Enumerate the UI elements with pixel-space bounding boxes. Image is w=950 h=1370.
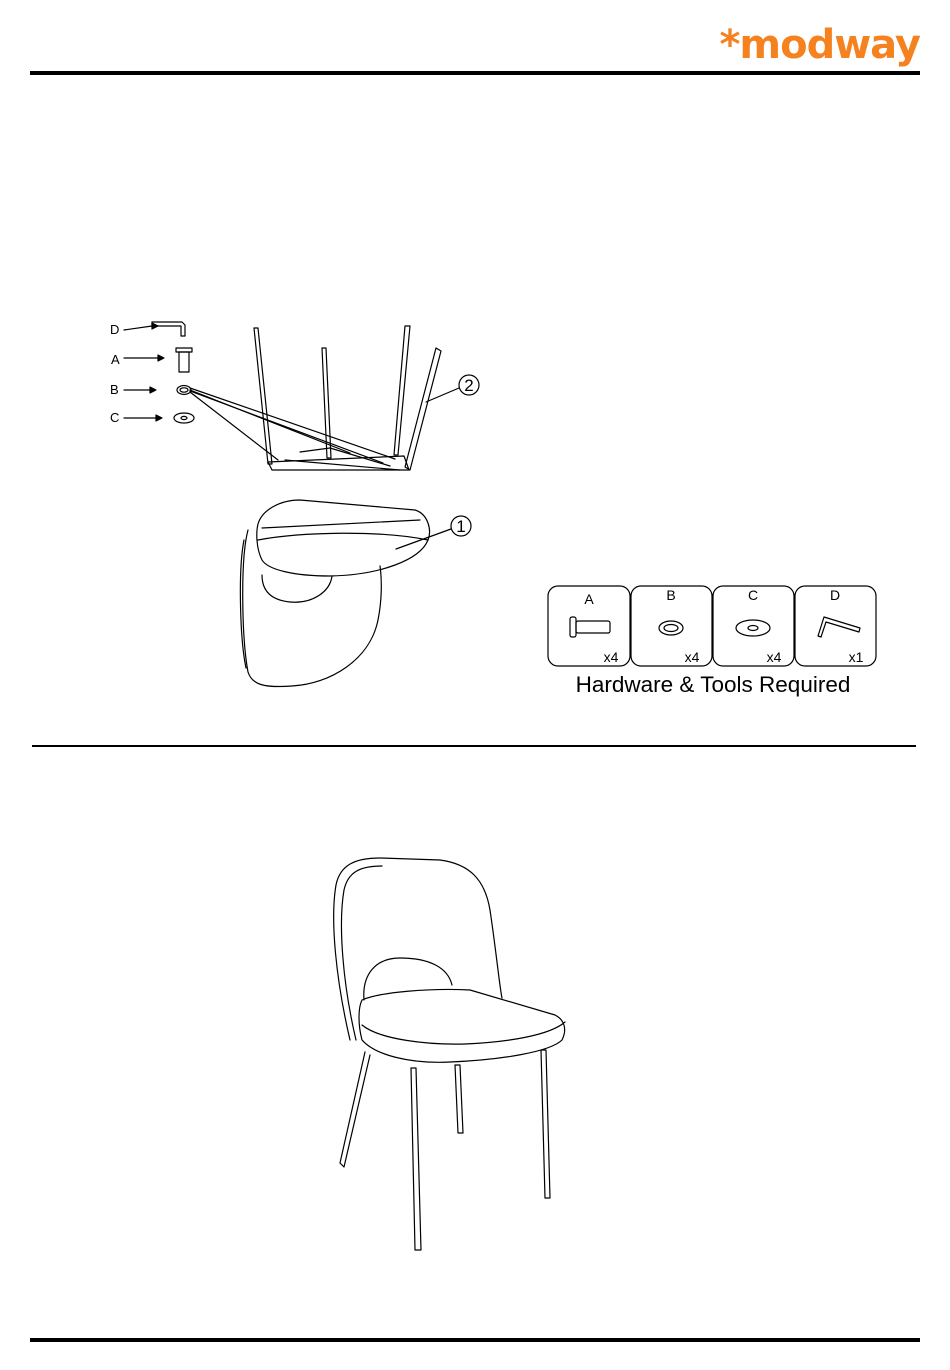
- svg-text:2: 2: [464, 376, 474, 395]
- part-label-a: A: [111, 352, 120, 367]
- footer-rule: [30, 1338, 920, 1342]
- part-label-d: D: [110, 322, 120, 337]
- allen-key-icon: [818, 617, 860, 637]
- hardware-letter-d: D: [829, 587, 841, 603]
- hardware-table: [548, 586, 876, 666]
- leg-frame: [190, 326, 441, 470]
- part-labels: [110, 322, 120, 425]
- flat-washer-icon: [736, 620, 770, 636]
- assembled-chair: [334, 858, 565, 1250]
- hardware-title: Hardware & Tools Required: [575, 672, 851, 697]
- hardware-qty-b: x4: [684, 649, 700, 665]
- hardware-letter-b: B: [666, 587, 676, 603]
- hardware-qty-d: x1: [848, 649, 864, 665]
- bolt-icon: [176, 348, 192, 372]
- section-divider: [32, 745, 916, 747]
- svg-text:1: 1: [456, 517, 466, 536]
- modway-logo: *modway: [719, 22, 920, 68]
- part-label-c: C: [110, 410, 120, 425]
- flat-washer-icon: [174, 413, 194, 423]
- lock-washer-icon: [659, 621, 683, 635]
- label-arrows: [124, 323, 164, 421]
- lock-washer-icon: [177, 386, 191, 395]
- hardware-qty-a: x4: [603, 649, 619, 665]
- hardware-letter-a: A: [584, 591, 594, 607]
- hardware-letter-c: C: [747, 587, 759, 603]
- bolt-icon: [570, 617, 610, 637]
- seat-back-shell: [240, 500, 429, 687]
- part-label-b: B: [110, 382, 119, 397]
- allen-key-icon: [152, 322, 185, 336]
- hardware-qty-c: x4: [766, 649, 782, 665]
